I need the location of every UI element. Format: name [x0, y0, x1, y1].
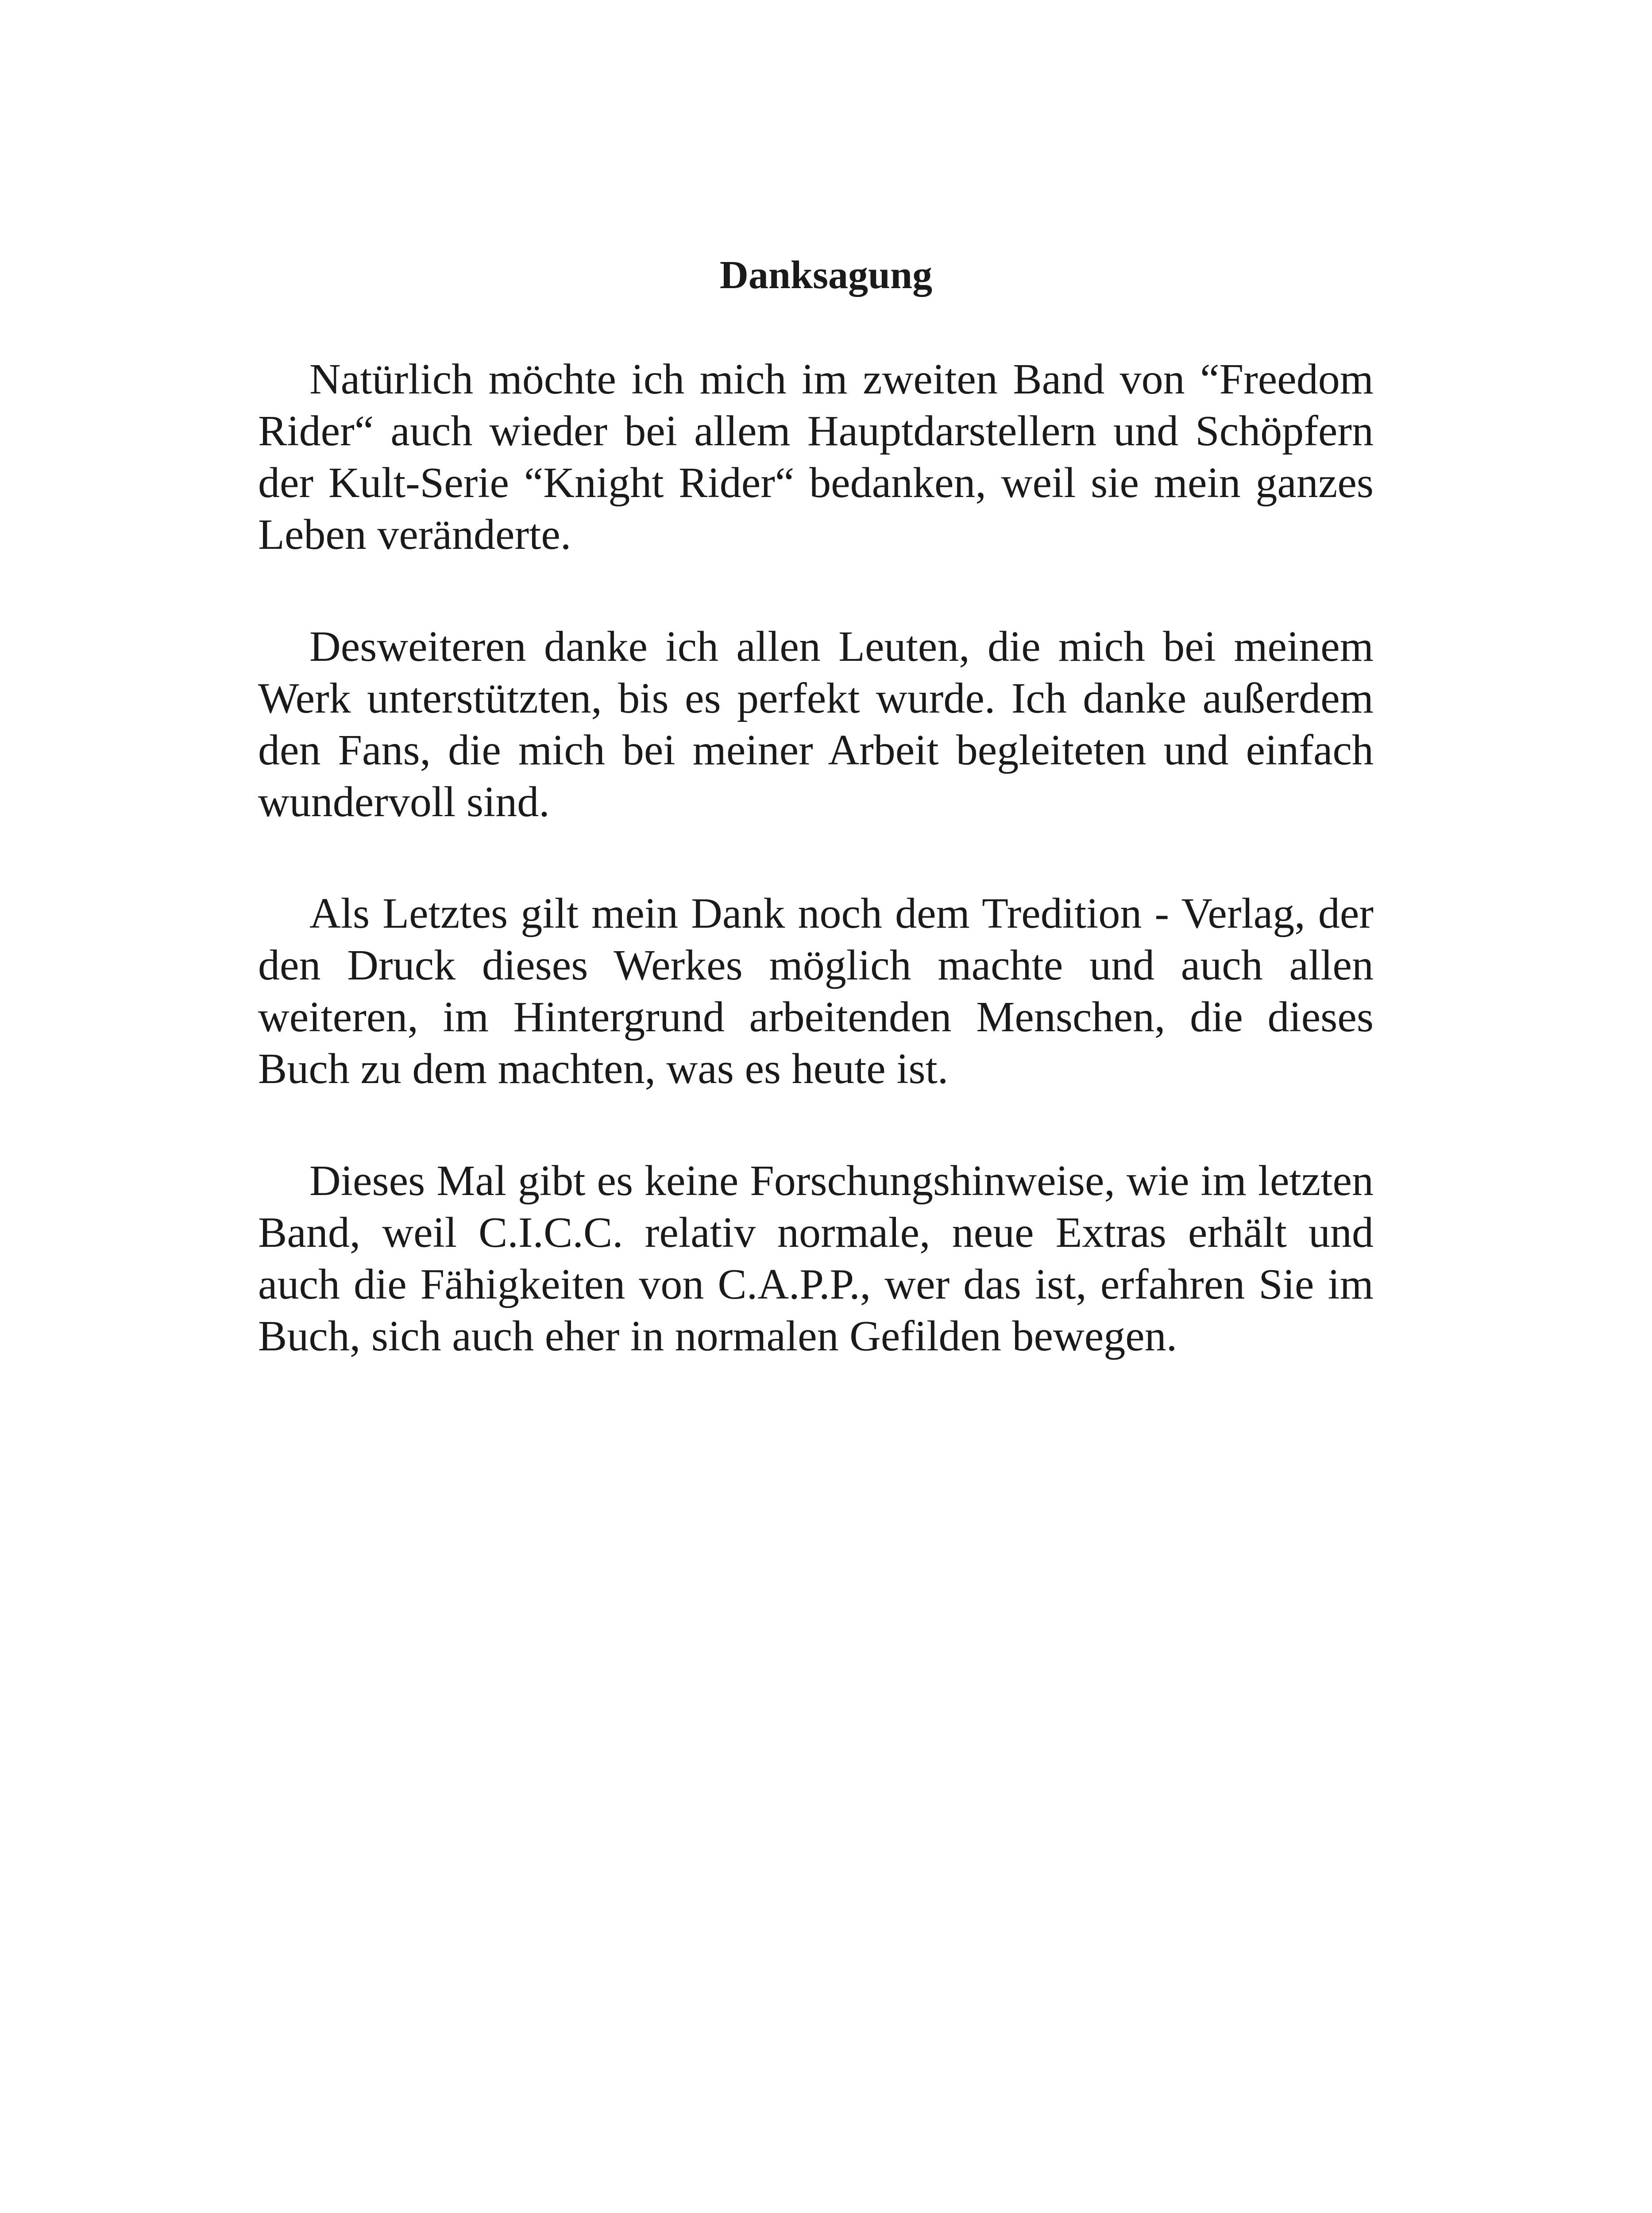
page-title: Danksagung — [719, 253, 933, 297]
paragraph-block-2 — [258, 621, 1374, 828]
paragraph-block-4 — [258, 1155, 1374, 1362]
paragraph-1: Natürlich möchte ich mich im zweiten Band von “Freedom Rider“ auch wieder bei allem Hauptdarstellern und Schöpfern der Kult-Serie “Knight Rider“ bedanken, weil sie mein ganzes Leben veränderte. — [258, 355, 1374, 559]
paragraph-block-3 — [258, 888, 1374, 1095]
paragraph-2: Desweiteren danke ich allen Leuten, die mich bei meinem Werk unterstützten, bis es perfekt wurde. Ich danke außerdem den Fans, die mich bei meiner Arbeit begleiteten und einfach wundervoll sind. — [258, 623, 1374, 826]
paragraph-3: Als Letztes gilt mein Dank noch dem Tredition - Verlag, der den Druck dieses Werkes möglich machte und auch allen weiteren, im Hintergrund arbeitenden Menschen, die dieses Buch zu dem machten, was es heute ist. — [258, 890, 1374, 1093]
paragraph-block-1 — [258, 354, 1374, 561]
paragraph-4: Dieses Mal gibt es keine Forschungshinweise, wie im letzten Band, weil C.I.C.C. relativ normale, neue Extras erhält und auch die Fähigkeiten von C.A.P.P., wer das ist, erfahren Sie im Buch, sich auch eher in normalen Gefilden bewegen. — [258, 1157, 1374, 1360]
